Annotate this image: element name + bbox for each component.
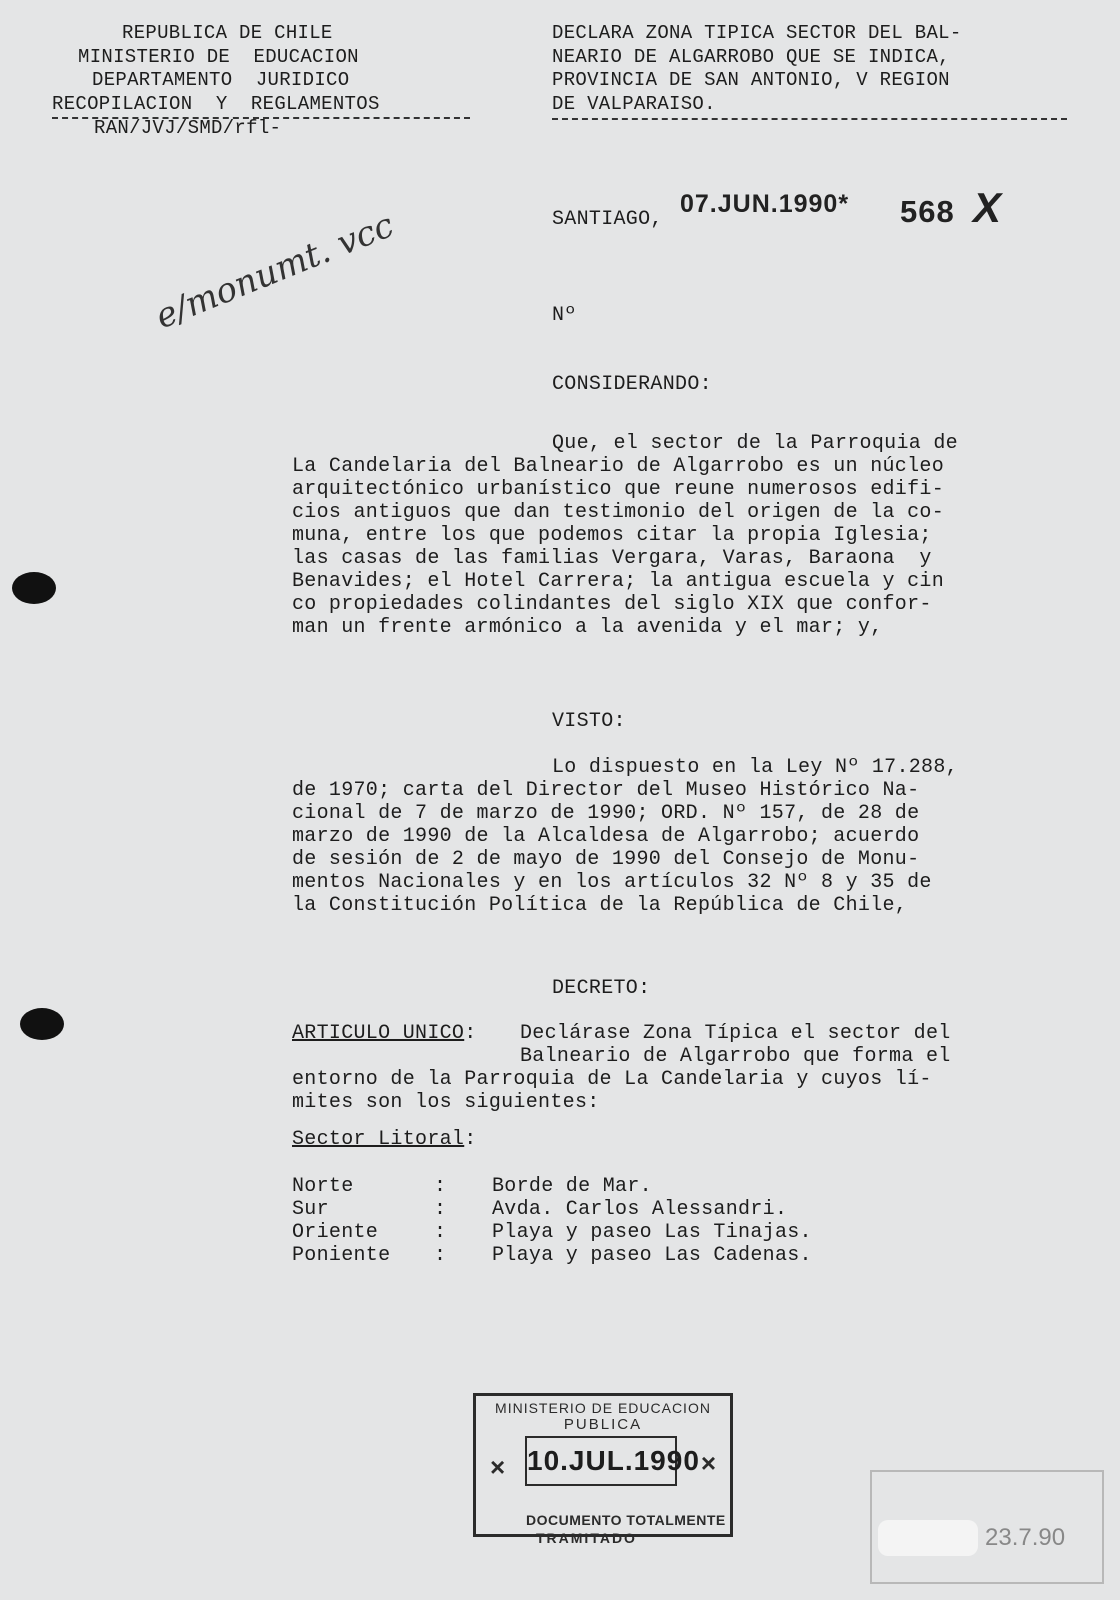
stamp-publica: PUBLICA	[563, 1416, 643, 1433]
decreto-heading: DECRETO:	[552, 977, 651, 1000]
stamp-cross-mark: ×	[700, 1448, 716, 1478]
sector-colon: :	[464, 1128, 477, 1151]
limit-separator: :	[434, 1175, 447, 1198]
article-title	[292, 1022, 477, 1045]
limit-direction: Norte	[292, 1175, 354, 1198]
limit-value: Avda. Carlos Alessandri.	[492, 1198, 788, 1221]
sector-label: Sector Litoral	[292, 1128, 465, 1151]
header-recopilacion: RECOPILACION Y REGLAMENTOS	[52, 93, 380, 115]
article-line: entorno de la Parroquia de La Candelaria y cuyos lí-	[292, 1068, 932, 1091]
stamp-ministry: MINISTERIO DE EDUCACION	[495, 1400, 711, 1416]
stamp-cross-mark: ×	[490, 1452, 506, 1482]
visto-line: Lo dispuesto en la Ley Nº 17.288,	[552, 756, 958, 779]
limit-direction: Oriente	[292, 1221, 379, 1244]
subject-line-2: NEARIO DE ALGARROBO QUE SE INDICA,	[552, 46, 950, 68]
decree-number: 568	[900, 194, 955, 229]
article-line: Declárase Zona Típica el sector del	[520, 1022, 951, 1045]
considerando-line: arquitectónico urbanístico que reune numerosos edifi-	[292, 478, 945, 501]
visto-line: de sesión de 2 de mayo de 1990 del Consejo de Monu-	[292, 848, 920, 871]
article-colon: :	[464, 1022, 477, 1045]
header-republic: REPUBLICA DE CHILE	[122, 22, 333, 44]
number-label: Nº	[552, 304, 577, 327]
article-line: Balneario de Algarrobo que forma el	[520, 1045, 951, 1068]
corner-stamp-date: 23.7.90	[985, 1524, 1066, 1551]
handwritten-annotation: e/monumt. vcc	[150, 205, 400, 338]
visto-line: marzo de 1990 de la Alcaldesa de Algarrobo; acuerdo	[292, 825, 920, 848]
punch-hole	[20, 1008, 64, 1040]
visto-line: la Constitución Política de la República de Chile,	[292, 894, 908, 917]
punch-hole	[12, 572, 56, 604]
considerando-line: Que, el sector de la Parroquia de	[552, 432, 958, 455]
stamp-date: 10.JUL.1990	[525, 1436, 677, 1486]
considerando-line: Benavides; el Hotel Carrera; la antigua escuela y cin	[292, 570, 945, 593]
limit-direction: Sur	[292, 1198, 329, 1221]
stamp-documento: DOCUMENTO TOTALMENTE	[526, 1512, 726, 1528]
limit-value: Borde de Mar.	[492, 1175, 652, 1198]
limit-value: Playa y paseo Las Cadenas.	[492, 1244, 812, 1267]
corner-stamp-redaction	[878, 1520, 978, 1556]
header-reference: RAN/JVJ/SMD/rfl-	[94, 117, 282, 139]
considerando-line: cios antiguos que dan testimonio del origen de la co-	[292, 501, 945, 524]
article-label: ARTICULO UNICO	[292, 1022, 465, 1045]
visto-line: de 1970; carta del Director del Museo Histórico Na-	[292, 779, 920, 802]
sector-heading	[292, 1128, 477, 1151]
considerando-line: muna, entre los que podemos citar la propia Iglesia;	[292, 524, 932, 547]
limit-value: Playa y paseo Las Tinajas.	[492, 1221, 812, 1244]
considerando-line: man un frente armónico a la avenida y el mar; y,	[292, 616, 883, 639]
decree-check-mark: X	[973, 184, 1003, 231]
article-line: mites son los siguientes:	[292, 1091, 600, 1114]
limit-direction: Poniente	[292, 1244, 391, 1267]
considerando-line: las casas de las familias Vergara, Varas, Baraona y	[292, 547, 932, 570]
subject-line-1: DECLARA ZONA TIPICA SECTOR DEL BAL-	[552, 22, 962, 44]
visto-line: cional de 7 de marzo de 1990; ORD. Nº 157, de 28 de	[292, 802, 920, 825]
header-right-rule	[552, 118, 1067, 120]
visto-heading: VISTO:	[552, 710, 626, 733]
considerando-heading: CONSIDERANDO:	[552, 373, 712, 396]
limit-separator: :	[434, 1198, 447, 1221]
subject-line-4: DE VALPARAISO.	[552, 93, 716, 115]
limit-separator: :	[434, 1244, 447, 1267]
subject-line-3: PROVINCIA DE SAN ANTONIO, V REGION	[552, 69, 950, 91]
considerando-line: La Candelaria del Balneario de Algarrobo es un núcleo	[292, 455, 945, 478]
place-label: SANTIAGO,	[552, 208, 663, 231]
stamp-tramitado: TRAMITADO	[536, 1530, 637, 1546]
header-ministry: MINISTERIO DE EDUCACION	[78, 46, 359, 68]
date-stamp: 07.JUN.1990*	[680, 190, 850, 218]
considerando-line: co propiedades colindantes del siglo XIX que confor-	[292, 593, 932, 616]
header-department: DEPARTAMENTO JURIDICO	[92, 69, 350, 91]
limit-separator: :	[434, 1221, 447, 1244]
visto-line: mentos Nacionales y en los artículos 32 Nº 8 y 35 de	[292, 871, 932, 894]
